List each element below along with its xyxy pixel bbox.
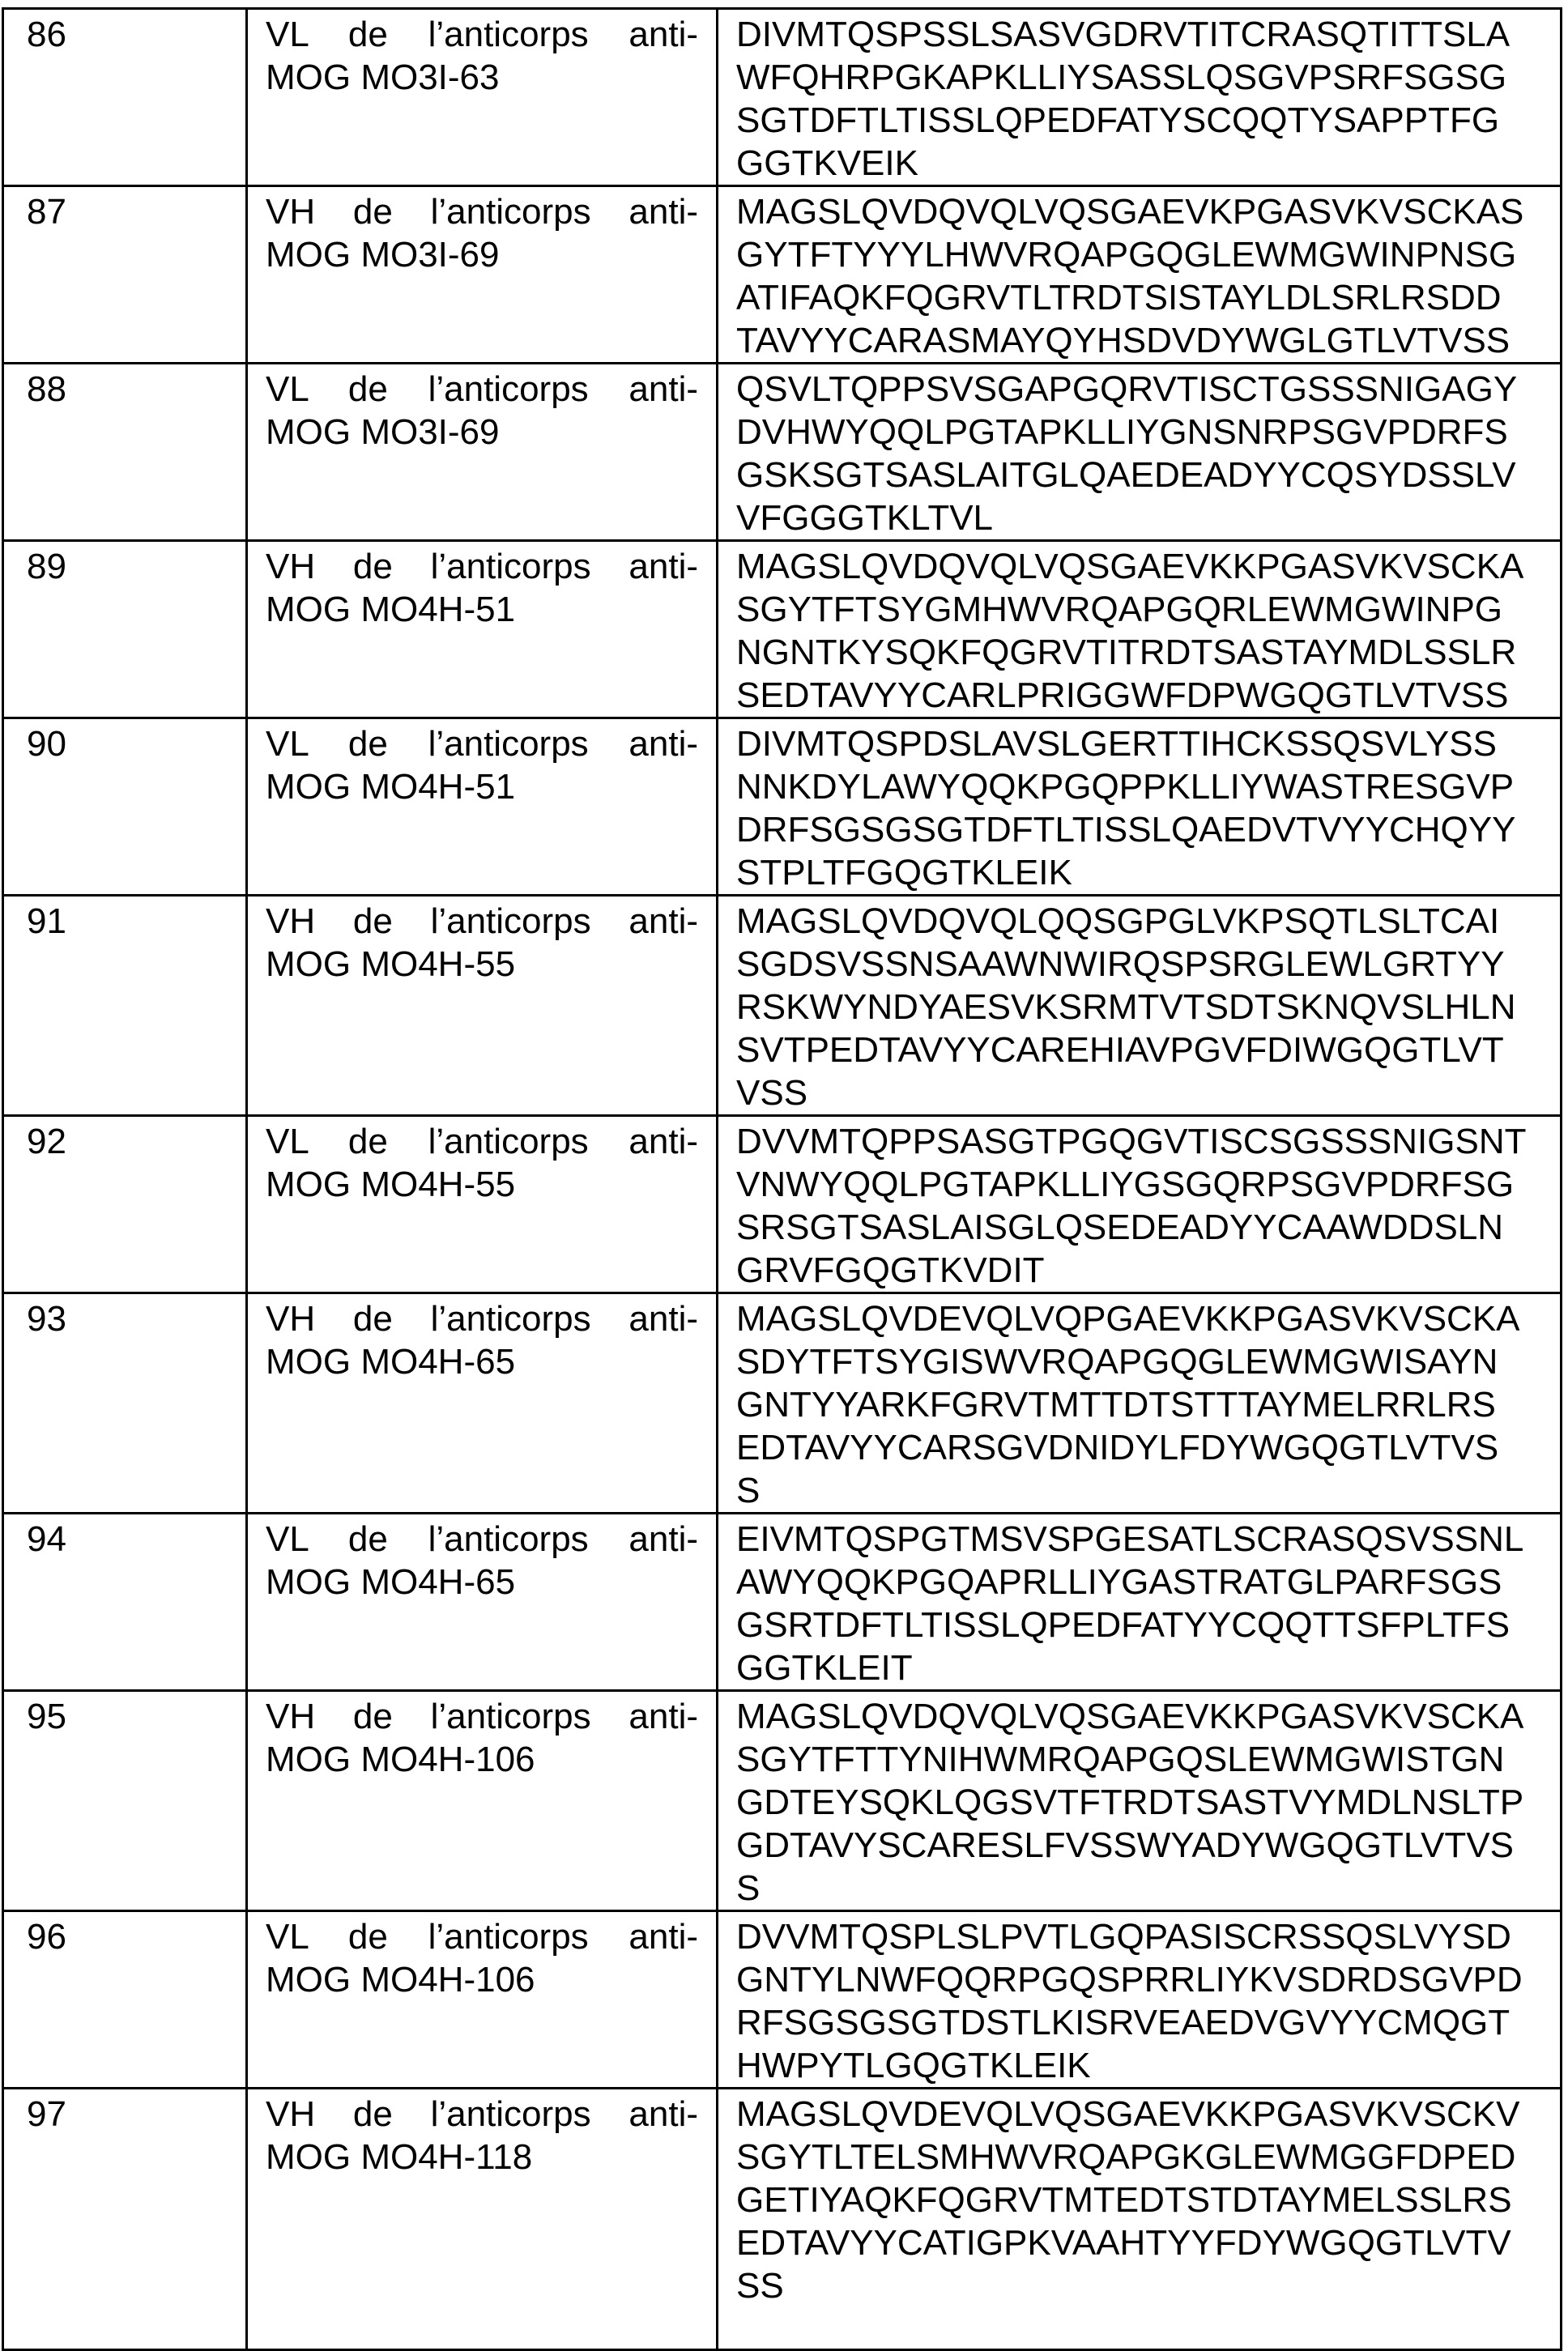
sequence-line: VSS <box>736 1071 1552 1114</box>
sequence-line: STPLTFGQGTKLEIK <box>736 851 1552 894</box>
table-row <box>3 1116 1562 1293</box>
description-line: MOG MO4H-106 <box>266 1738 698 1781</box>
sequence-line: MAGSLQVDEVQLVQPGAEVKKPGASVKVSCKA <box>736 1297 1552 1340</box>
description-line: MOG MO4H-65 <box>266 1561 698 1604</box>
sequence-line: SGDSVSSNSAAWNWIRQSPSRGLEWLGRTYY <box>736 943 1552 986</box>
seq-id-cell: 89 <box>3 541 247 718</box>
sequence-line: GRVFGQGTKVDIT <box>736 1249 1552 1292</box>
description-line: VH de l’anticorps anti- <box>266 1297 698 1340</box>
description-line: MOG MO4H-106 <box>266 1958 698 2001</box>
table-row <box>3 541 1562 718</box>
sequence-line: SGYTFTSYGMHWVRQAPGQRLEWMGWINPG <box>736 588 1552 631</box>
description-line: VL de l’anticorps anti- <box>266 1915 698 1958</box>
description-line: MOG MO3I-69 <box>266 411 698 454</box>
sequence-cell <box>718 186 1562 364</box>
description-cell <box>247 1116 718 1293</box>
sequence-cell <box>718 1116 1562 1293</box>
description-line: VL de l’anticorps anti- <box>266 722 698 765</box>
seq-id-cell: 86 <box>3 9 247 186</box>
sequence-line: GYTFTYYYLHWVRQAPGQGLEWMGWINPNSG <box>736 233 1552 276</box>
description-cell <box>247 541 718 718</box>
sequence-line: QSVLTQPPSVSGAPGQRVTISCTGSSSNIGAGY <box>736 368 1552 411</box>
sequence-line: VFGGGTKLTVL <box>736 496 1552 539</box>
sequence-line: SS <box>736 2264 1552 2307</box>
sequence-cell <box>718 541 1562 718</box>
description-line: MOG MO4H-55 <box>266 943 698 986</box>
sequence-line: EDTAVYYCATIGPKVAAHTYYFDYWGQGTLVTV <box>736 2221 1552 2264</box>
sequence-cell <box>718 896 1562 1116</box>
sequence-line: TAVYYCARASMAYQYHSDVDYWGLGTLVTVSS <box>736 319 1552 362</box>
sequence-line: GGTKLEIT <box>736 1646 1552 1689</box>
sequence-table <box>2 7 1562 2351</box>
seq-id-cell: 96 <box>3 1911 247 2089</box>
table-row <box>3 364 1562 541</box>
description-line: VH de l’anticorps anti- <box>266 2093 698 2136</box>
description-cell <box>247 718 718 896</box>
description-cell <box>247 9 718 186</box>
sequence-cell <box>718 1514 1562 1691</box>
seq-id-cell: 91 <box>3 896 247 1116</box>
sequence-line: MAGSLQVDQVQLVQSGAEVKKPGASVKVSCKA <box>736 1695 1552 1738</box>
description-line: VL de l’anticorps anti- <box>266 1518 698 1561</box>
sequence-line: DIVMTQSPDSLAVSLGERTTIHCKSSQSVLYSS <box>736 722 1552 765</box>
description-line: MOG MO4H-51 <box>266 765 698 808</box>
description-cell <box>247 186 718 364</box>
sequence-line: RFSGSGSGTDSTLKISRVEAEDVGVYYCMQGT <box>736 2001 1552 2044</box>
description-line: VL de l’anticorps anti- <box>266 1120 698 1163</box>
seq-id-cell: 93 <box>3 1293 247 1514</box>
sequence-line: NGNTKYSQKFQGRVTITRDTSASTAYMDLSSLR <box>736 631 1552 674</box>
table-row <box>3 2089 1562 2350</box>
sequence-line: GSKSGTSASLAITGLQAEDEADYYCQSYDSSLV <box>736 454 1552 496</box>
description-line: VH de l’anticorps anti- <box>266 1695 698 1738</box>
sequence-line: DVVMTQPPSASGTPGQGVTISCSGSSSNIGSNT <box>736 1120 1552 1163</box>
seq-id-cell: 94 <box>3 1514 247 1691</box>
sequence-line: SGYTFTTYNIHWMRQAPGQSLEWMGWISTGN <box>736 1738 1552 1781</box>
description-cell <box>247 1514 718 1691</box>
sequence-line: EIVMTQSPGTMSVSPGESATLSCRASQSVSSNL <box>736 1518 1552 1561</box>
sequence-cell <box>718 1911 1562 2089</box>
sequence-table-body <box>3 9 1562 2350</box>
sequence-line: SVTPEDTAVYYCAREHIAVPGVFDIWGQGTLVT <box>736 1029 1552 1071</box>
description-cell <box>247 1691 718 1911</box>
description-line: MOG MO3I-69 <box>266 233 698 276</box>
sequence-line: MAGSLQVDEVQLVQSGAEVKKPGASVKVSCKV <box>736 2093 1552 2136</box>
sequence-line: GDTAVYSCARESLFVSSWYADYWGQGTLVTVS <box>736 1824 1552 1867</box>
seq-id-cell: 97 <box>3 2089 247 2350</box>
description-line: MOG MO4H-65 <box>266 1340 698 1383</box>
sequence-line: GNTYYARKFGRVTMTTDTSTTTAYMELRRLRS <box>736 1383 1552 1426</box>
sequence-line: HWPYTLGQGTKLEIK <box>736 2044 1552 2087</box>
description-line: VH de l’anticorps anti- <box>266 190 698 233</box>
description-line: MOG MO4H-118 <box>266 2136 698 2179</box>
sequence-cell <box>718 718 1562 896</box>
sequence-line: SDYTFTSYGISWVRQAPGQGLEWMGWISAYN <box>736 1340 1552 1383</box>
sequence-cell <box>718 9 1562 186</box>
description-line: MOG MO4H-55 <box>266 1163 698 1206</box>
description-line: VL de l’anticorps anti- <box>266 368 698 411</box>
sequence-line: DRFSGSGSGTDFTLTISSLQAEDVTVYYCHQYY <box>736 808 1552 851</box>
sequence-line: DIVMTQSPSSLSASVGDRVTITCRASQTITTSLA <box>736 13 1552 56</box>
sequence-line: MAGSLQVDQVQLVQSGAEVKPGASVKVSCKAS <box>736 190 1552 233</box>
sequence-line: MAGSLQVDQVQLQQSGPGLVKPSQTLSLTCAI <box>736 900 1552 943</box>
description-cell <box>247 2089 718 2350</box>
sequence-line: S <box>736 1867 1552 1910</box>
table-row <box>3 718 1562 896</box>
sequence-line: GGTKVEIK <box>736 142 1552 185</box>
seq-id-cell: 92 <box>3 1116 247 1293</box>
sequence-line: GSRTDFTLTISSLQPEDFATYYCQQTTSFPLTFS <box>736 1604 1552 1646</box>
sequence-cell <box>718 2089 1562 2350</box>
description-line: MOG MO3I-63 <box>266 56 698 99</box>
sequence-line: WFQHRPGKAPKLLIYSASSLQSGVPSRFSGSG <box>736 56 1552 99</box>
sequence-line: SRSGTSASLAISGLQSEDEADYYCAAWDDSLN <box>736 1206 1552 1249</box>
table-row <box>3 1691 1562 1911</box>
sequence-line: ATIFAQKFQGRVTLTRDTSISTAYLDLSRLRSDD <box>736 276 1552 319</box>
table-row <box>3 186 1562 364</box>
sequence-cell <box>718 1293 1562 1514</box>
sequence-line: MAGSLQVDQVQLVQSGAEVKKPGASVKVSCKA <box>736 545 1552 588</box>
sequence-line: VNWYQQLPGTAPKLLIYGSGQRPSGVPDRFSG <box>736 1163 1552 1206</box>
sequence-line: DVHWYQQLPGTAPKLLIYGNSNRPSGVPDRFS <box>736 411 1552 454</box>
sequence-line: NNKDYLAWYQQKPGQPPKLLIYWASTRESGVP <box>736 765 1552 808</box>
seq-id-cell: 88 <box>3 364 247 541</box>
description-line: VH de l’anticorps anti- <box>266 545 698 588</box>
sequence-line: GDTEYSQKLQGSVTFTRDTSASTVYMDLNSLTP <box>736 1781 1552 1824</box>
sequence-line: DVVMTQSPLSLPVTLGQPASISCRSSQSLVYSD <box>736 1915 1552 1958</box>
table-row <box>3 1514 1562 1691</box>
sequence-line: EDTAVYYCARSGVDNIDYLFDYWGQGTLVTVS <box>736 1426 1552 1469</box>
description-line: MOG MO4H-51 <box>266 588 698 631</box>
sequence-line: SGTDFTLTISSLQPEDFATYSCQQTYSAPPTFG <box>736 99 1552 142</box>
table-row <box>3 1911 1562 2089</box>
sequence-cell <box>718 364 1562 541</box>
seq-id-cell: 90 <box>3 718 247 896</box>
description-cell <box>247 1911 718 2089</box>
sequence-line: GETIYAQKFQGRVTMTEDTSTDTAYMELSSLRS <box>736 2179 1552 2221</box>
sequence-line: RSKWYNDYAESVKSRMTVTSDTSKNQVSLHLN <box>736 986 1552 1029</box>
seq-id-cell: 95 <box>3 1691 247 1911</box>
description-line: VL de l’anticorps anti- <box>266 13 698 56</box>
sequence-line: S <box>736 1469 1552 1512</box>
description-cell <box>247 364 718 541</box>
sequence-line: SEDTAVYYCARLPRIGGWFDPWGQGTLVTVSS <box>736 674 1552 717</box>
table-row <box>3 896 1562 1116</box>
sequence-line: SGYTLTELSMHWVRQAPGKGLEWMGGFDPED <box>736 2136 1552 2179</box>
table-row <box>3 9 1562 186</box>
table-row <box>3 1293 1562 1514</box>
sequence-cell <box>718 1691 1562 1911</box>
description-cell <box>247 896 718 1116</box>
sequence-line: AWYQQKPGQAPRLLIYGASTRATGLPARFSGS <box>736 1561 1552 1604</box>
sequence-line: GNTYLNWFQQRPGQSPRRLIYKVSDRDSGVPD <box>736 1958 1552 2001</box>
description-cell <box>247 1293 718 1514</box>
description-line: VH de l’anticorps anti- <box>266 900 698 943</box>
seq-id-cell: 87 <box>3 186 247 364</box>
